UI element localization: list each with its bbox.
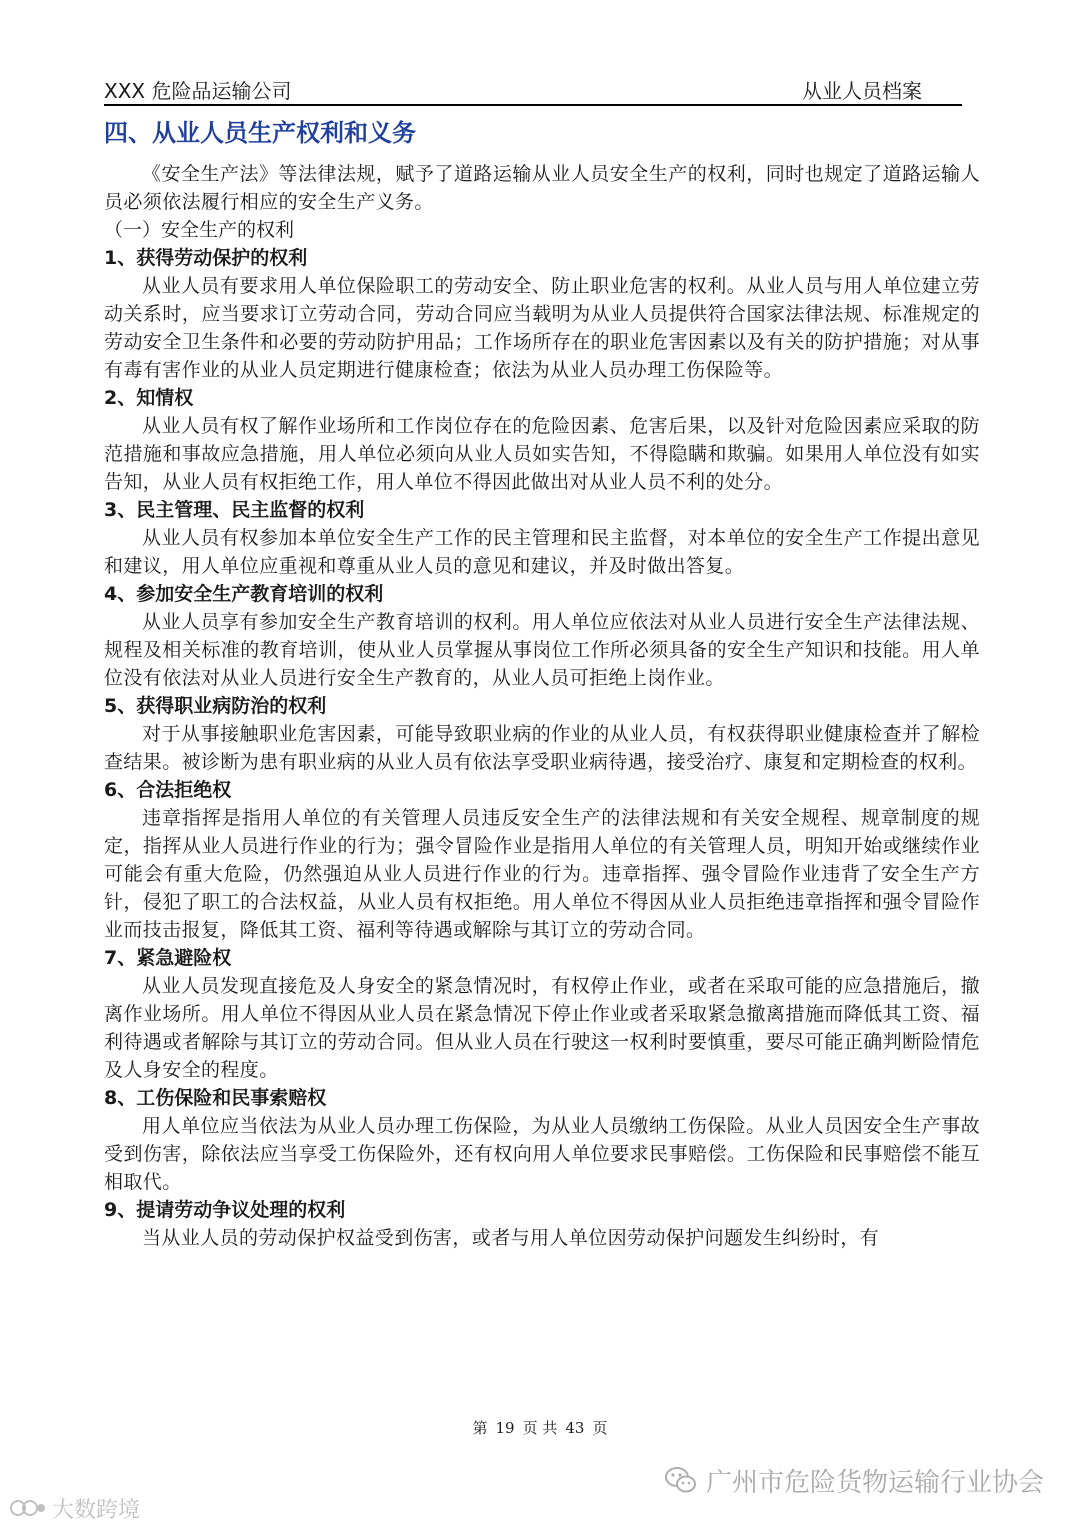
corner-watermark: [8, 1494, 140, 1522]
right-body: 当从业人员的劳动保护权益受到伤害，或者与用人单位因劳动保护问题发生纠纷时，有: [142, 1227, 880, 1249]
right-body: 从业人员享有参加安全生产教育培训的权利。用人单位应依法对从业人员进行安全生产法律法规、规程及相关标准的教育培训，使从业人员掌握从事岗位工作所必须具备的安全生产知识和技能。用人单位没有依法对从业人员进行安全生产教育的，从业人员可拒绝上岗作业。: [104, 611, 980, 689]
right-heading: 1、获得劳动保护的权利: [104, 247, 308, 269]
subsection-heading: （一）安全生产的权利: [104, 219, 295, 241]
header-doc-name: 从业人员档案: [802, 79, 922, 103]
page-current: 19: [495, 1419, 515, 1437]
right-heading: 3、民主管理、民主监督的权利: [104, 499, 365, 521]
page-mid: 页 共: [522, 1419, 558, 1437]
header-company: XXX 危险品运输公司: [104, 79, 292, 103]
right-heading: 9、提请劳动争议处理的权利: [104, 1199, 346, 1221]
right-body: 从业人员有权参加本单位安全生产工作的民主管理和民主监督，对本单位的安全生产工作提出意见和建议，用人单位应重视和尊重从业人员的意见和建议，并及时做出答复。: [104, 527, 980, 577]
right-body: 对于从事接触职业危害因素，可能导致职业病的作业的从业人员，有权获得职业健康检查并了解检查结果。被诊断为患有职业病的从业人员有依法享受职业病待遇，接受治疗、康复和定期检查的权利。: [104, 723, 980, 773]
right-body: 从业人员有要求用人单位保险职工的劳动安全、防止职业危害的权利。从业人员与用人单位建立劳动关系时，应当要求订立劳动合同，劳动合同应当载明为从业人员提供符合国家法律法规、标准规定的劳动安全卫生条件和必要的劳动防护用品；工作场所存在的职业危害因素以及有关的防护措施；对从事有毒有害作业的从业人员定期进行健康检查；依法为从业人员办理工伤保险等。: [104, 275, 980, 381]
wechat-watermark: [664, 1460, 1044, 1500]
page-number: [0, 1418, 1080, 1438]
corner-watermark-text: 大数跨境: [52, 1497, 141, 1523]
right-heading: 7、紧急避险权: [104, 947, 232, 969]
right-body: 从业人员有权了解作业场所和工作岗位存在的危险因素、危害后果，以及针对危险因素应采取的防范措施和事故应急措施，用人单位必须向从业人员如实告知，不得隐瞒和欺骗。如果用人单位没有如实告知，从业人员有权拒绝工作，用人单位不得因此做出对从业人员不利的处分。: [104, 415, 980, 493]
wechat-watermark-text: 广州市危险货物运输行业协会: [705, 1467, 1044, 1498]
page-prefix: 第: [472, 1419, 488, 1437]
wechat-icon: [664, 1465, 698, 1495]
page-header: [104, 78, 962, 106]
page-total: 43: [565, 1419, 585, 1437]
right-heading: 5、获得职业病防治的权利: [104, 695, 327, 717]
intro-paragraph: 《安全生产法》等法律法规，赋予了道路运输从业人员安全生产的权利，同时也规定了道路运输人员必须依法履行相应的安全生产义务。: [104, 163, 980, 213]
right-body: 违章指挥是指用人单位的有关管理人员违反安全生产的法律法规和有关安全规程、规章制度的规定，指挥从业人员进行作业的行为；强令冒险作业是指用人单位的有关管理人员，明知开始或继续作业可能会有重大危险，仍然强迫从业人员进行作业的行为。违章指挥、强令冒险作业违背了安全生产方针，侵犯了职工的合法权益，从业人员有权拒绝。用人单位不得因从业人员拒绝违章指挥和强令冒险作业而技击报复，降低其工资、福利等待遇或解除与其订立的劳动合同。: [104, 807, 980, 941]
right-heading: 4、参加安全生产教育培训的权利: [104, 583, 384, 605]
link-icon: [8, 1498, 48, 1518]
document-body: [104, 160, 980, 1252]
page-suffix: 页: [592, 1419, 608, 1437]
right-body: 从业人员发现直接危及人身安全的紧急情况时，有权停止作业，或者在采取可能的应急措施后，撤离作业场所。用人单位不得因从业人员在紧急情况下停止作业或者采取紧急撤离措施而降低其工资、福利待遇或者解除与其订立的劳动合同。但从业人员在行驶这一权利时要慎重，要尽可能正确判断险情危及人身安全的程度。: [104, 975, 980, 1081]
right-heading: 6、合法拒绝权: [104, 779, 232, 801]
right-heading: 8、工伤保险和民事索赔权: [104, 1087, 327, 1109]
right-heading: 2、知情权: [104, 387, 194, 409]
section-title: 四、从业人员生产权利和义务: [104, 119, 416, 147]
right-body: 用人单位应当依法为从业人员办理工伤保险，为从业人员缴纳工伤保险。从业人员因安全生产事故受到伤害，除依法应当享受工伤保险外，还有权向用人单位要求民事赔偿。工伤保险和民事赔偿不能互相取代。: [104, 1115, 980, 1193]
